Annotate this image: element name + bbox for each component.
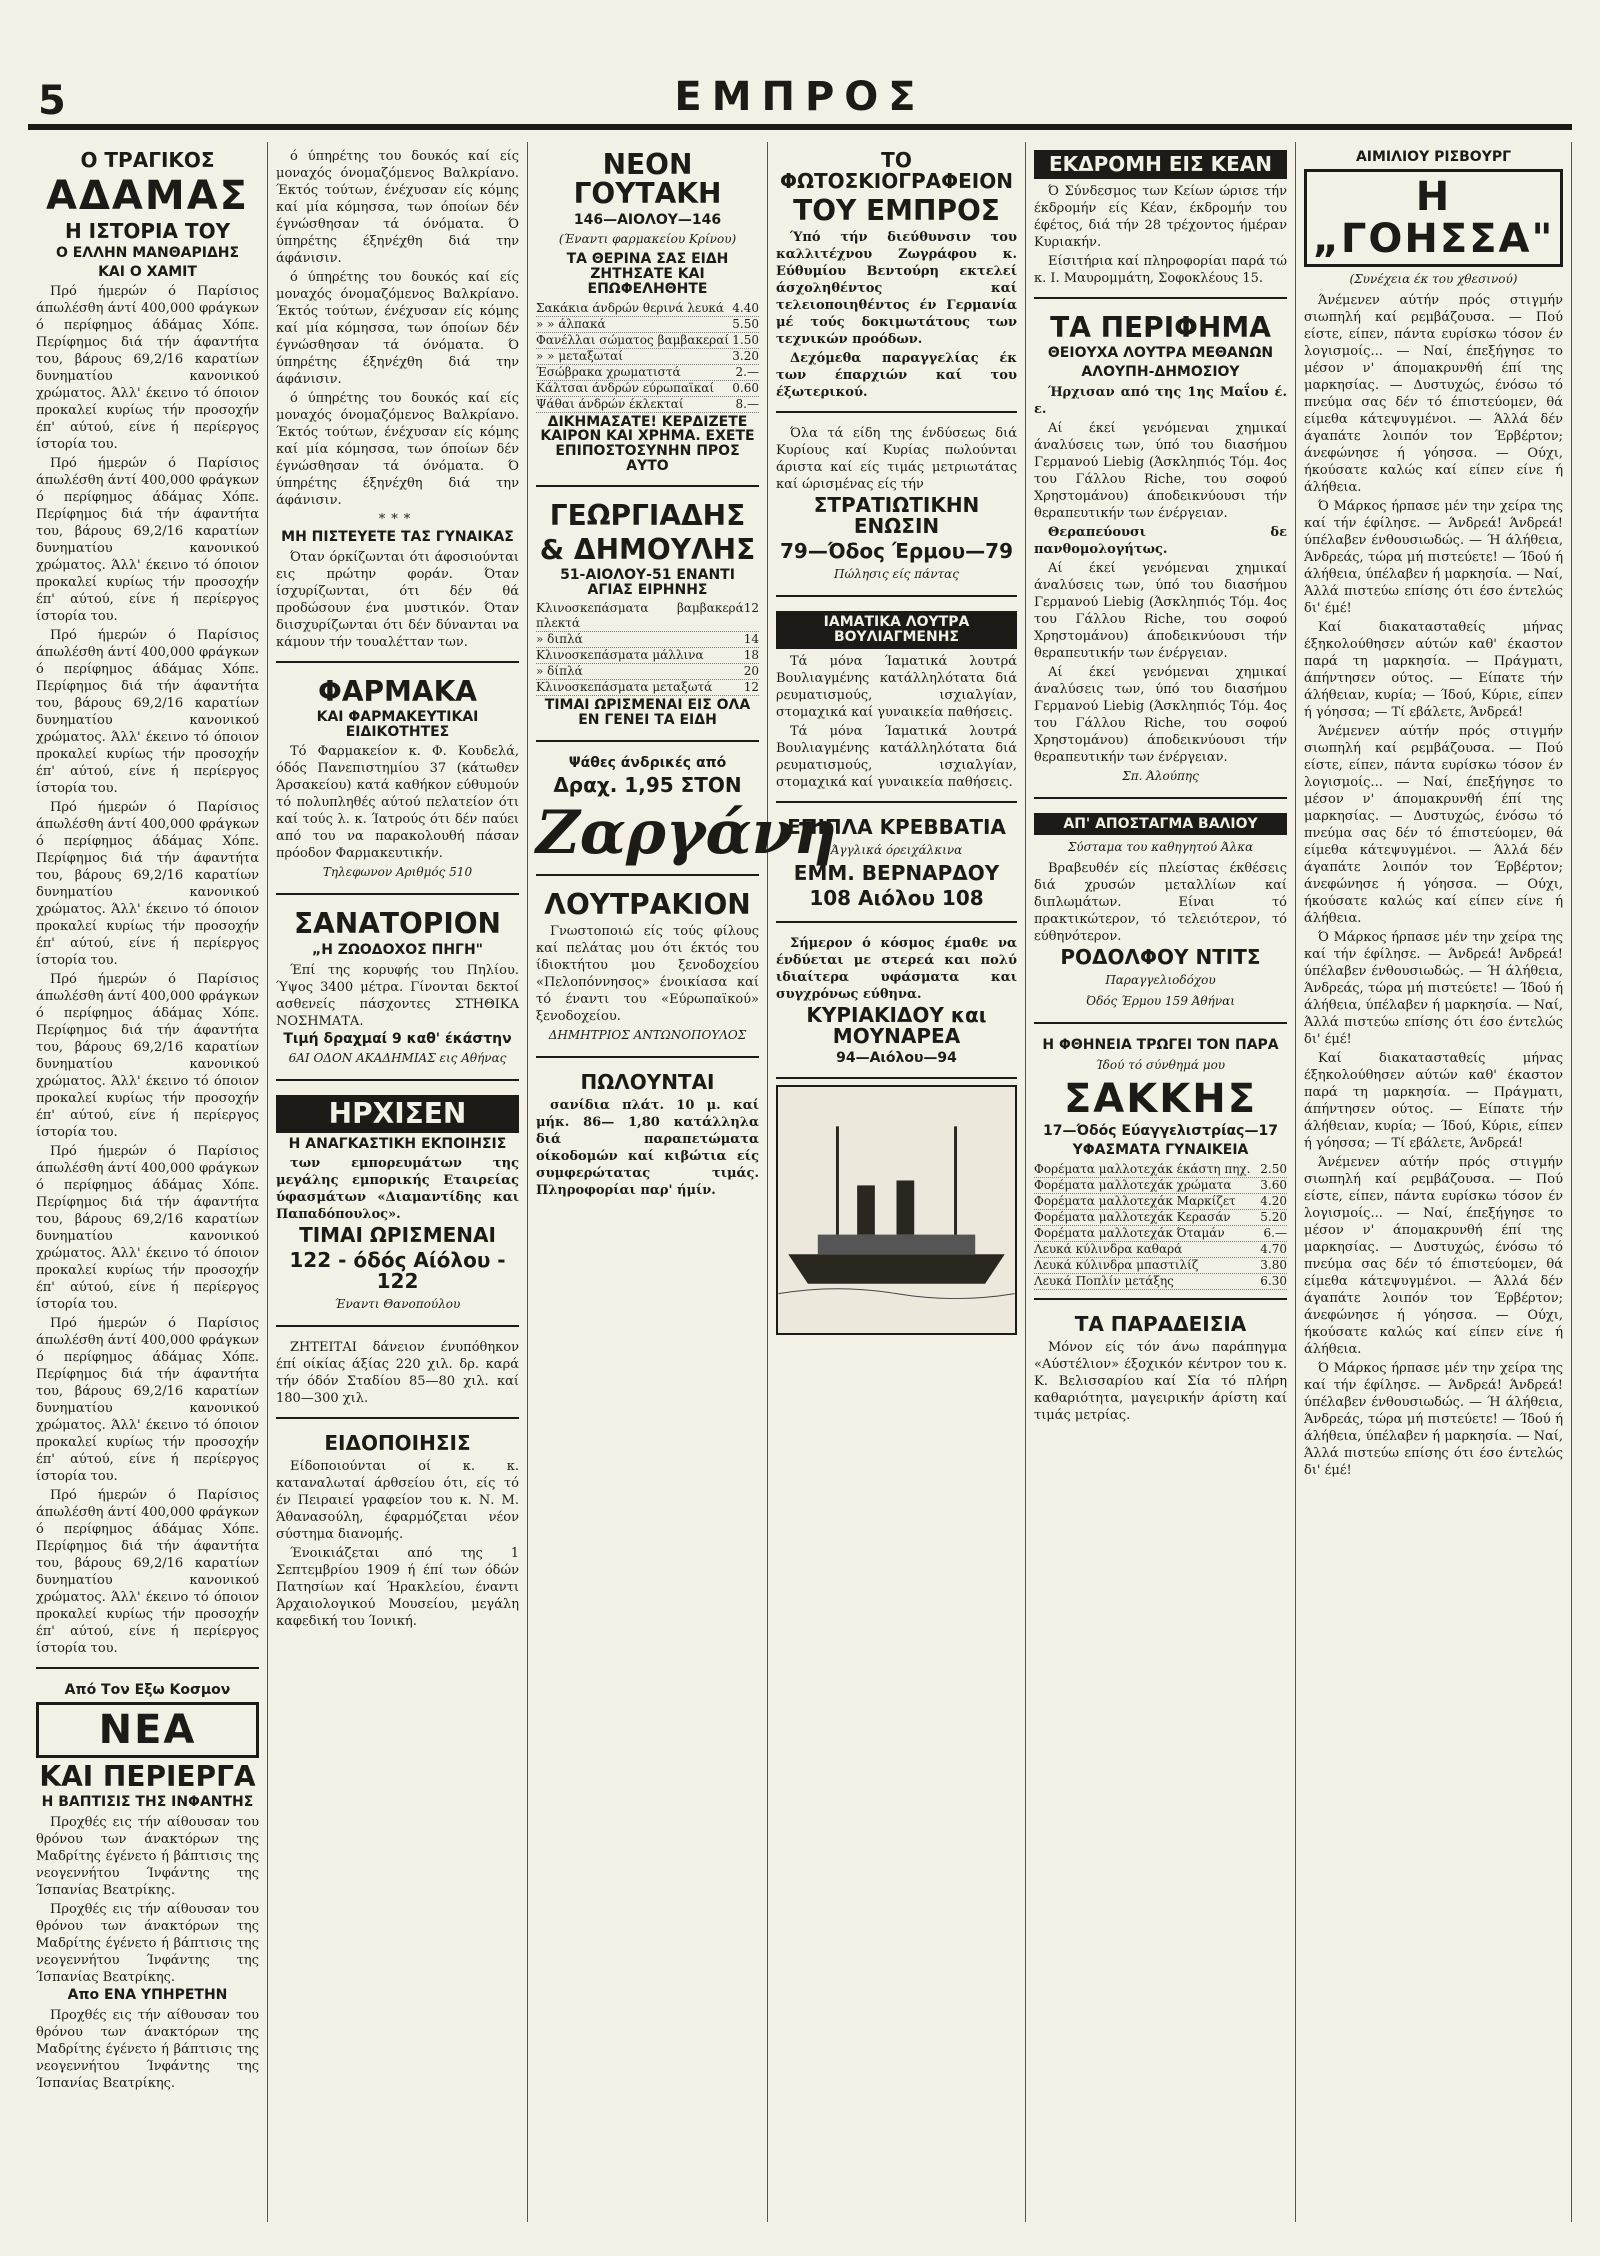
ship-illustration xyxy=(776,1085,1017,1335)
eucalyptus-title: ΑΠ' ΑΠΟΣΤΑΓΜΑ ΒΑΛΙΟΥ xyxy=(1034,813,1287,836)
baths-text: Τά μόνα Ίαματικά λουτρά Βουλιαγμένης κατάλληλότατα διά ρευματισμούς, ισχιαλγίαν, στομαχικά καί γυναικεία παθήσεις. xyxy=(776,653,1017,720)
wanted-text: ΖΗΤΕΙΤΑΙ δάνειον ένυπόθηκον έπί οίκίας άξίας 220 χιλ. δρ. καρά τήν όδόν Σταδίου 85—80 χιλ. καί 180—300 χιλ. xyxy=(276,1340,519,1407)
section-title: Από Τον Εξω Κοσμον xyxy=(64,1682,231,1699)
notices-title: ΕΙΔΟΠΟΙΗΣΙΣ xyxy=(324,1431,471,1456)
photo-title-2: ΤΟΥ ΕΜΠΡΟΣ xyxy=(793,194,1000,227)
price-row: » » άλπακά 5.50 xyxy=(536,316,759,331)
story-author: ΑΙΜΙΛΙΟΥ ΡΙΣΒΟΥΡΓ xyxy=(1355,149,1512,165)
serial-text: Πρό ήμερών ό Παρίσιος άπωλέσθη άντί 400,000 φράγκων ό περίφημος άδάμας Χόπε. Περίφημος διά τήν άφαντήτα του, βάρους 69,2/16 καρατίων δυνηματίου κανονικού χρώματος. Άλλ' έκεινο τό όποιον προκαλεί κυρίως τήν προσοχήν έπ' αύτού, είνε ή περίεργος ίστορία του. xyxy=(36,284,259,453)
serial-subtitle: Η ΙΣΤΟΡΙΑ ΤΟΥ xyxy=(64,219,231,243)
hats-text: Ψάθες άνδρικές από xyxy=(568,754,727,771)
military-union-ad xyxy=(776,419,1017,597)
auction-text: των εμπορευμάτων της μεγάλης εμπορικής Εταιρείας ύφασμάτων «Διαμαντίδης και Παπαδόπουλος». xyxy=(276,1156,519,1223)
shop-price-list xyxy=(536,601,759,696)
eucalyptus-sub: Σύσταμα του καθηγητού Άλκα xyxy=(1067,840,1254,855)
shop-title-2: & ΔΗΜΟΥΛΗΣ xyxy=(539,532,756,566)
sanatorium-title: ΣΑΝΑΤΟΡΙΟΝ xyxy=(294,907,501,941)
sanatorium-subtitle: „Η ΖΩΟΔΟΧΟΣ ΠΗΓΗ" xyxy=(312,941,483,958)
auction-ad xyxy=(276,1087,519,1327)
news-text-2: Προχθές εις τήν αίθουσαν του θρόνου των άνακτόρων της Μαδρίτης έγένετο ή βάπτισις της νεογεννήτου Ίνφάντης της Ίσπανίας Βεατρίκης. xyxy=(36,1902,259,1986)
price-row: » δίπλά 20 xyxy=(536,664,759,679)
serial-text-filler-2: Πρό ήμερών ό Παρίσιος άπωλέσθη άντί 400,000 φράγκων ό περίφημος άδάμας Χόπε. Περίφημος διά τήν άφαντήτα του, βάρους 69,2/16 καρατίων δυνηματίου κανονικού χρώματος. Άλλ' έκεινο τό όποιον προκαλεί κυρίως τήν προσοχήν έπ' αύτού, είνε ή περίεργος ίστορία του. xyxy=(36,628,259,797)
loutraki-text: Γνωστοποιώ είς τούς φίλους καί πελάτας μου ότι έκτός του ίδιοκτήτου μου ξενοδοχείου «Πελοπόννησος» ένοικίασα καί τό έναντι του «Εύρωπαϊκού» ξενοδοχείου. xyxy=(536,923,759,1024)
sakkis-address: 17—Όδός Εύαγγελιστρίας—17 xyxy=(1043,1123,1278,1140)
story-text-4: Άνέμενεν αύτήν πρός στιγμήν σιωπηλή καί ρεμβάζουσα. — Πού είστε, είπεν, πάντα ευρίσκω τόσον έν λογισμοίς... — Ναί, έπεξήγησε το μέσον ν' άπομακρυνθή έπί της μαρκησίας. — Δυστυχώς, ένόσω τό πνεύμα σας δέν τό έπιστεύομεν, θά είμεθα κάτεψυγμένοι. — Άλλά δέν άγαπάτε λοιπόν τον Έρβέρτον; άνεφώνησε ή γόησσα. — Ούχι, ήκούσατε καλώς καί είπεν είνε ή άλήθεια. xyxy=(1304,723,1563,926)
sakkis-tagline-2: Ίδού τό σύνθημά μου xyxy=(1095,1058,1226,1073)
pharmacy-text: Τό Φαρμακείον κ. Φ. Κουδελά, όδός Πανεπιστημίου 37 (κάτωθεν Άρσακείου) κατά καθήκον εύθυμούν τό πολυπληθές αύτού πελατείον ότι καί τούς λ. κ. Ίατρούς ότι δέν παύει από του να παρακολουθή πάσαν πρόοδον Φαρμακευτικήν. xyxy=(276,744,519,862)
news-text: Προχθές εις τήν αίθουσαν του θρόνου των άνακτόρων της Μαδρίτης έγένετο ή βάπτισις της νεογεννήτου Ίνφάντης της Ίσπανίας Βεατρίκης. xyxy=(36,1815,259,1899)
serial-byline: Ο ΕΛΛΗΝ ΜΑΝΘΑΡΙΔΗΣ xyxy=(55,245,240,261)
notices-text: Είδοποιούνται οί κ. κ. καταναλωταί άρθσείου ότι, είς τό έν Πειραιεί γραφείον του κ. Ν. Μ. Άθανασούλη, έφαρμόζεται νέον σύστημα διανομής. xyxy=(276,1459,519,1543)
sanatorium-ad xyxy=(276,901,519,1081)
serial-text-filler-3: Πρό ήμερών ό Παρίσιος άπωλέσθη άντί 400,000 φράγκων ό περίφημος άδάμας Χόπε. Περίφημος διά τήν άφαντήτα του, βάρους 69,2/16 καρατίων δυνηματίου κανονικού χρώματος. Άλλ' έκεινο τό όποιον προκαλεί κυρίως τήν προσοχήν έπ' αύτού, είνε ή περίεργος ίστορία του. xyxy=(36,800,259,969)
price-row: Φορέματα μαλλοτεχάκ έκάστη πηχ. 2.50 xyxy=(1034,1161,1287,1176)
price-row: Φορέματα μαλλοτεχάκ χρώματα 3.60 xyxy=(1034,1177,1287,1192)
zargani-ad xyxy=(536,748,837,876)
story-note: (Συνέχεια έκ του χθεσινού) xyxy=(1349,271,1518,286)
baths2-text-3: Αί έκεί γενόμεναι χημικαί άναλύσεις των, ύπό του διασήμου Γερμανού Liebig (Άσκληπιός Τόμ. 4ος του Γάλλου Riche, του σοφού Χρηστομάνου) άποδεικνύουσι τήν θεραπευτικήν των ένέργειαν. xyxy=(1034,664,1287,765)
price-row: Κάλτσαι άνδρών εύρωπαϊκαί 0.60 xyxy=(536,380,759,395)
auction-address: 122 - όδός Αίόλου - 122 xyxy=(289,1248,506,1294)
gold-text: Όλα τά είδη της ένδύσεως διά Κυρίους καί Κυρίας πωλούνται άριστα καί είς τιμάς μετριωτάτας καί ώρισμένας είς τήν xyxy=(776,426,1017,493)
trust-text: Όταν όρκίζωνται ότι άφοσιούνται εις πρώτην φοράν. Όταν ίσχυρίζωνται, ότι δέν θά προδώσουν ένα μυστικόν. Όταν διισχυρίζωνται ότι δέν δύνανται να κάμουν τήν τουαλέτταν των. xyxy=(276,549,519,650)
baths2-title: ΤΑ ΠΕΡΙΦΗΜΑ xyxy=(1050,311,1271,344)
fabric-ad xyxy=(776,929,1017,1080)
serial-byline-2: ΚΑΙ Ο ΧΑΜΙΤ xyxy=(98,263,197,280)
goutaki-address: 146—ΑΙΟΛΟΥ—146 xyxy=(573,211,722,228)
serial-story xyxy=(36,142,259,1669)
planks-sale-ad xyxy=(536,1064,759,1209)
story-title: Η „ΓΟΗΣΣΑ" xyxy=(1304,169,1563,267)
column-6 xyxy=(1296,142,1572,2222)
gold-shop-note: Πώλησις είς πάντας xyxy=(834,567,959,582)
price-row: Φανέλλαι σώματος βαμβακεραί 1.50 xyxy=(536,332,759,347)
price-row: Κλινοσκεπάσματα μάλλινα 18 xyxy=(536,648,759,663)
methana-baths-ad xyxy=(1034,305,1287,799)
kea-title: ΕΚΔΡΟΜΗ ΕΙΣ ΚΕΑΝ xyxy=(1034,150,1287,179)
loutraki-sign: ΔΗΜΗΤΡΙΟΣ ΑΝΤΩΝΟΠΟΥΛΟΣ xyxy=(548,1027,747,1042)
sakkis-section: ΥΦΑΣΜΑΤΑ ΓΥΝΑΙΚΕΙΑ xyxy=(1072,1141,1249,1158)
goutaki-price-list xyxy=(536,301,759,413)
zargani-logo: Ζαργάνη xyxy=(536,797,837,868)
vouliagmeni-baths-ad xyxy=(776,603,1017,802)
price-row: » διπλά 14 xyxy=(536,632,759,647)
price-row: Έσώβρακα χρωματιστά 2.— xyxy=(536,364,759,379)
auction-prices-label: ΤΙΜΑΙ ΩΡΙΣΜΕΝΑΙ xyxy=(299,1223,496,1248)
photo-note: Δεχόμεθα παραγγελίας έκ των έπαρχιών καί του έξωτερικού. xyxy=(776,351,1017,401)
auction-title: ΗΡΧΙΣΕΝ xyxy=(276,1095,519,1132)
sanatorium-text: Έπί της κορυφής του Πηλίου. Ύψος 3400 μέτρα. Γίνονται δεκτοί ασθενείς πάσχοντες ΣΤΗΘΙΚΑ ΝΟΣΗΜΑΤΑ. xyxy=(276,962,519,1029)
shop-title-1: ΓΕΩΡΓΙΑΔΗΣ xyxy=(549,499,746,533)
pharmacy-ad xyxy=(276,669,519,896)
newspaper-title: ΕΜΠΡΟΣ xyxy=(674,74,926,120)
divider-stars: *** xyxy=(378,512,417,527)
baths2-open: Ήρχισαν από της 1ης Μαΐου έ. ε. xyxy=(1034,384,1287,417)
pharmacy-subtitle: ΚΑΙ ΦΑΡΜΑΚΕΥΤΙΚΑΙ ΕΙΔΙΚΟΤΗΤΕΣ xyxy=(316,709,479,740)
baths2-text: Αί έκεί γενόμεναι χημικαί άναλύσεις των, ύπό του διασήμου Γερμανού Liebig (Άσκληπιός Τόμ. 4ος του Γάλλου Riche, του σοφού Χρηστομάνου) άποδεικνύουσι τήν θεραπευτικήν των ένέργειαν. xyxy=(1034,420,1287,521)
serial-text-filler-7: Πρό ήμερών ό Παρίσιος άπωλέσθη άντί 400,000 φράγκων ό περίφημος άδάμας Χόπε. Περίφημος διά τήν άφαντήτα του, βάρους 69,2/16 καρατίων δυνηματίου κανονικού χρώματος. Άλλ' έκεινο τό όποιον προκαλεί κυρίως τήν προσοχήν έπ' αύτού, είνε ή περίεργος ίστορία του. xyxy=(36,1488,259,1657)
baths2-subtitle: ΘΕΙΟΥΧΑ ΛΟΥΤΡΑ ΜΕΘΑΝΩΝ xyxy=(1047,345,1274,362)
beds-ad xyxy=(776,809,1017,923)
price-row: Φορέματα μαλλοτεχάκ Μαρκίζετ 4.20 xyxy=(1034,1193,1287,1208)
georgiadis-ad xyxy=(536,493,759,742)
auction-subtitle: Η ΑΝΑΓΚΑΣΤΙΚΗ ΕΚΠΟΙΗΣΙΣ xyxy=(288,1135,507,1152)
gold-shop: ΣΤΡΑΤΙΩΤΙΚΗΝ ΕΝΩΣΙΝ xyxy=(813,493,980,539)
sakkis-price-list xyxy=(1034,1162,1287,1290)
eucalyptus-shop: ΡΟΔΟΛΦΟΥ ΝΤΙΤΣ xyxy=(1060,945,1261,970)
price-row: Κλινοσκεπάσματα μεταξωτά 12 xyxy=(536,680,759,695)
notices xyxy=(276,1425,519,1640)
kea-excursion xyxy=(1034,142,1287,299)
baths2-owner: ΑΛΟΥΠΗ-ΔΗΜΟΣΙΟΥ xyxy=(1081,364,1240,381)
photo-title-1: ΤΟ ΦΩΤΟΣΚΙΟΓΡΑΦΕΙΟΝ xyxy=(780,148,1013,193)
sale-text: σανίδια πλάτ. 10 μ. καί μήκ. 86— 1,80 κατάλληλα διά παραπετώματα οίκοδομών καί κιβώτια είς συμφερώτατας τιμάς. Πληροφορίαι παρ' ήμίν. xyxy=(536,1097,759,1198)
page-number: 5 xyxy=(38,78,66,124)
beds-note: Άγγλικά όρειχάλκινα xyxy=(830,842,963,857)
price-row: Σακάκια άνδρών θερινά λευκά 4.40 xyxy=(536,300,759,315)
baths-title: ΙΑΜΑΤΙΚΑ ΛΟΥΤΡΑ ΒΟΥΛΙΑΓΜΕΝΗΣ xyxy=(776,611,1017,648)
trust-heading: ΜΗ ΠΙΣΤΕΥΕΤΕ ΤΑΣ ΓΥΝΑΙΚΑΣ xyxy=(281,529,514,545)
serial-title-2: ΑΔΑΜΑΣ xyxy=(46,173,249,219)
column-3 xyxy=(528,142,837,2222)
pharmacy-title: ΦΑΡΜΑΚΑ xyxy=(318,674,477,708)
beds-title: ΕΠΙΠΛΑ ΚΡΕΒΒΑΤΙΑ xyxy=(787,814,1006,839)
baths2-cure: Θεραπεύουσι δε πανθομολογήτως. xyxy=(1034,524,1287,557)
price-row: » » μεταξωταί 3.20 xyxy=(536,348,759,363)
price-row: Φορέματα μαλλοτεχάκ Κερασάν 5.20 xyxy=(1034,1209,1287,1224)
paradise-text: Μόνον είς τόν άνω παράπηγμα «Αύστέλιον» έξοχικόν κέντρον του κ. Κ. Βελισσαρίου καί Σία τό πλήρη καθαριότητα, μαγειρικήν άρίστη καί τιμάς μετρίας. xyxy=(1034,1339,1287,1423)
price-row: Ψάθαι άνδρών έκλεκταί 8.— xyxy=(536,396,759,411)
exhibition-text: Ένοικιάζεται από της 1 Σεπτεμβρίου 1909 ή έπί των όδών Πατησίων καί Ήρακλείου, έναντι Άρχαιολογικού Μουσείου, μεγάλη καφεδική του Ίονική. xyxy=(276,1546,519,1630)
sanatorium-daily: Τιμή δραχμαί 9 καθ' έκάστην xyxy=(283,1030,512,1047)
intro-text-3: ό ύπηρέτης του δουκός καί είς μοναχός όνομαζόμενος Βαλκρίανο. Έκτός τούτων, ένέχυσαν είς κόμης καί μία κόμησσα, των όποίων δέν έγνώσθησαν τά όνόματα. Ό ύπηρέτης έξηνέχθη διά την άφάνισιν. xyxy=(276,391,519,508)
baths-text-2: Τά μόνα Ίαματικά λουτρά Βουλιαγμένης κατάλληλότατα διά ρευματισμούς, ισχιαλγίαν, στομαχικά καί γυναικεία παθήσεις. xyxy=(776,723,1017,790)
sakkis-ad xyxy=(1034,1030,1287,1299)
ship-text: Σήμερον ό κόσμος έμαθε να ένδύεται με στερεά και πολύ ιδιαίτερα υφάσματα και συγχρόνως εύθηνα. xyxy=(776,935,1017,1002)
ship-store: ΚΥΡΙΑΚΙΔΟΥ και ΜΟΥΝΑΡΕΑ xyxy=(806,1002,987,1048)
price-row: Κλινοσκεπάσματα βαμβακερά πλεκτά 12 xyxy=(536,601,759,631)
eucalyptus-ad xyxy=(1034,805,1287,1025)
servant-heading: Απο ΕΝΑ ΥΠΗΡΕΤΗΝ xyxy=(67,1987,228,2004)
goutaki-ad xyxy=(536,142,759,487)
sale-title: ΠΩΛΟΥΝΤΑΙ xyxy=(580,1069,715,1094)
paradise-title: ΤΑ ΠΑΡΑΔΕΙΣΙΑ xyxy=(1074,1311,1247,1336)
story-text: Άνέμενεν αύτήν πρός στιγμήν σιωπηλή καί ρεμβάζουσα. — Πού είστε, είπεν, πάντα ευρίσκω τόσον έν λογισμοίς... — Ναί, έπεξήγησε το μέσον ν' άπομακρυνθή έπί της μαρκησίας. — Δυστυχώς, ένόσω τό πνεύμα σας δέν τό έπιστεύομεν, θά είμεθα κάτεψυγμένοι. — Άλλά δέν άγαπάτε λοιπόν τον Έρβέρτον; άνεφώνησε ή γόησσα. — Ούχι, ήκούσατε καλώς καί είπεν είνε ή άλήθεια. xyxy=(1304,292,1563,495)
price-row: Λευκά Ποπλίν μετάξης 6.30 xyxy=(1034,1273,1287,1288)
wanted-ad xyxy=(276,1333,519,1419)
baths2-text-2: Αί έκεί γενόμεναι χημικαί άναλύσεις των, ύπό του διασήμου Γερμανού Liebig (Άσκληπιός Τόμ. 4ος του Γάλλου Riche, του σοφού Χρηστομάνου) άποδεικνύουσι τήν θεραπευτικήν των ένέργειαν. xyxy=(1034,560,1287,661)
column-4 xyxy=(768,142,1026,2222)
serial-text-filler-4: Πρό ήμερών ό Παρίσιος άπωλέσθη άντί 400,000 φράγκων ό περίφημος άδάμας Χόπε. Περίφημος διά τήν άφαντήτα του, βάρους 69,2/16 καρατίων δυνηματίου κανονικού χρώματος. Άλλ' έκεινο τό όποιον προκαλεί κυρίως τήν προσοχήν έπ' αύτού, είνε ή περίεργος ίστορία του. xyxy=(36,972,259,1141)
loutraki-ad xyxy=(536,882,759,1058)
ship-store-address: 94—Αιόλου—94 xyxy=(836,1049,957,1066)
story-text-7: Άνέμενεν αύτήν πρός στιγμήν σιωπηλή καί ρεμβάζουσα. — Πού είστε, είπεν, πάντα ευρίσκω τόσον έν λογισμοίς... — Ναί, έπεξήγησε το μέσον ν' άπομακρυνθή έπί της μαρκησίας. — Δυστυχώς, ένόσω τό πνεύμα σας δέν τό έπιστεύομεν, θά είμεθα κάτεψυγμένοι. — Άλλά δέν άγαπάτε λοιπόν τον Έρβέρτον; άνεφώνησε ή γόησσα. — Ούχι, ήκούσατε καλώς καί είπεν είνε ή άλήθεια. xyxy=(1304,1154,1563,1357)
shop-footer: ΤΙΜΑΙ ΩΡΙΣΜΕΝΑΙ ΕΙΣ ΟΛΑ ΕΝ ΓΕΝΕΙ ΤΑ ΕΙΔΗ xyxy=(544,697,751,729)
gold-shop-address: 79—Όδος Έρμου—79 xyxy=(780,539,1013,564)
serial-text-filler-6: Πρό ήμερών ό Παρίσιος άπωλέσθη άντί 400,000 φράγκων ό περίφημος άδάμας Χόπε. Περίφημος διά τήν άφαντήτα του, βάρους 69,2/16 καρατίων δυνηματίου κανονικού χρώματος. Άλλ' έκεινο τό όποιον προκαλεί κυρίως τήν προσοχήν έπ' αύτού, είνε ή περίεργος ίστορία του. xyxy=(36,1316,259,1485)
pharmacy-phone: Τηλεφωνον Αριθμός 510 xyxy=(322,865,473,880)
photo-studio-ad xyxy=(776,142,1017,413)
loutraki-title: ΛΟΥΤΡΑΚΙΟΝ xyxy=(544,887,751,921)
hats-price: Δραχ. 1,95 ΣΤΟΝ xyxy=(553,772,742,797)
serial-text-filler-5: Πρό ήμερών ό Παρίσιος άπωλέσθη άντί 400,000 φράγκων ό περίφημος άδάμας Χόπε. Περίφημος διά τήν άφαντήτα του, βάρους 69,2/16 καρατίων δυνηματίου κανονικού χρώματος. Άλλ' έκεινο τό όποιον προκαλεί κυρίως τήν προσοχήν έπ' αύτού, είνε ή περίεργος ίστορία του. xyxy=(36,1144,259,1313)
beds-shop: ΕΜΜ. ΒΕΡΝΑΡΔΟΥ xyxy=(793,860,1000,885)
beds-address: 108 Αιόλου 108 xyxy=(809,885,984,910)
baths2-sign: Σπ. Άλούπης xyxy=(1122,768,1199,783)
serial-text-filler: Πρό ήμερών ό Παρίσιος άπωλέσθη άντί 400,000 φράγκων ό περίφημος άδάμας Χόπε. Περίφημος διά τήν άφαντήτα του, βάρους 69,2/16 καρατίων δυνηματίου κανονικού χρώματος. Άλλ' έκεινο τό όποιον προκαλεί κυρίως τήν προσοχήν έπ' αύτού, είνε ή περίεργος ίστορία του. xyxy=(36,456,259,625)
news-heading: Η ΒΑΠΤΙΣΙΣ ΤΗΣ ΙΝΦΑΝΤΗΣ xyxy=(41,1794,254,1811)
shop-address: 51-ΑΙΟΛΟΥ-51 ΕΝΑΝΤΙ ΑΓΙΑΣ ΕΙΡΗΝΗΣ xyxy=(560,567,735,598)
paradise-ad xyxy=(1034,1306,1287,1434)
intro-text-2: ό ύπηρέτης του δουκός καί είς μοναχός όνομαζόμενος Βαλκρίανο. Έκτός τούτων, ένέχυσαν είς κόμης καί μία κόμησσα, των όποίων δέν έγνώσθησαν τά όνόματα. Ό ύπηρέτης έξηνέχθη διά την άφάνισιν. xyxy=(276,270,519,387)
column-1 xyxy=(28,142,268,2222)
news-title-1: ΝΕΑ xyxy=(36,1702,259,1758)
sakkis-tagline: Η ΦΘΗΝΕΙΑ ΤΡΩΓΕΙ ΤΟΝ ΠΑΡΑ xyxy=(1042,1037,1279,1054)
intro-continued xyxy=(276,142,519,663)
auction-address-note: Έναντι Θανοπούλου xyxy=(334,1297,461,1312)
story-text-2: Ό Μάρκος ήρπασε μέν την χείρα της καί τήν έφίλησε. — Άνδρεά! Άνδρεά! ύπέλαβεν ένθουσιωδώς. — Ή άλήθεια, Άνδρεάς, τώρα μή πιστεύετε! — Ίδού ή άλήθεια, ύπέλαβεν ή μαρκησία. — Ναί, Άλλά πιστεύω επίσης ότι έσο έντελώς δι' έμέ! xyxy=(1304,498,1563,616)
story-text-3: Καί διακατασταθείς μήνας έξηκολούθησεν αύτών καθ' έκαστον παρά τη μαρκησία. — Πράγματι, άπήντησεν ούτος. — Είπατε τήν άλήθειαν, κυρία; — Ίδού, Κύριε, είπεν ή γόησσα; — Τί εβάλετε, Άνδρεά! xyxy=(1304,619,1563,720)
serial-novel xyxy=(1304,142,1563,1489)
story-text-8: Ό Μάρκος ήρπασε μέν την χείρα της καί τήν έφίλησε. — Άνδρεά! Άνδρεά! ύπέλαβεν ένθουσιωδώς. — Ή άλήθεια, Άνδρεάς, τώρα μή πιστεύετε! — Ίδού ή άλήθεια, ύπέλαβεν ή μαρκησία. — Ναί, Άλλά πιστεύω επίσης ότι έσο έντελώς δι' έμέ! xyxy=(1304,1360,1563,1478)
kea-text: Ό Σύνδεσμος των Κείων ώρισε τήν έκδρομήν είς Κέαν, έκδρομήν του έφέτος, διά τήν 28 τρέχοντος ήμέραν Κυριακήν. xyxy=(1034,184,1287,250)
goutaki-title: ΝΕΟΝ ΓΟΥΤΑΚΗ xyxy=(573,148,722,211)
eucalyptus-text: Βραβευθέν είς πλείστας έκθέσεις διά χρυσών μεταλλίων καί διπλωμάτων. Είναι τό πρακτικώτερον, τό τελειότερον, τό εύθηνότερον. xyxy=(1034,861,1287,945)
story-text-6: Καί διακατασταθείς μήνας έξηκολούθησεν αύτών καθ' έκαστον παρά τη μαρκησία. — Πράγματι, άπήντησεν ούτος. — Είπατε τήν άλήθειαν, κυρία; — Ίδού, Κύριε, είπεν ή γόησσα; — Τί εβάλετε, Άνδρεά! xyxy=(1304,1050,1563,1151)
eucalyptus-address: Όδός Έρμου 159 Άθήναι xyxy=(1086,994,1235,1009)
kea-info: Είσιτήρια καί πληροφορίαι παρά τώ κ. Ι. Μαυρομμάτη, Σοφοκλέους 15. xyxy=(1034,254,1287,286)
sanatorium-address: 6ΑΙ ΟΔΟΝ ΑΚΑΔΗΜΙΑΣ εις Αθήνας xyxy=(288,1051,507,1066)
goutaki-footer: ΔΙΚΗΜΑΣΑΤΕ! ΚΕΡΔΙΖΕΤΕ ΚΑΙΡΟΝ ΚΑΙ ΧΡΗΜΑ. ΕΧΕΤΕ ΕΠΙΠΟΣΤΟΣΥΝΗΝ ΠΡΟΣ ΑΥΤΟ xyxy=(540,413,755,474)
price-row: Λευκά κύλινδρα μπαστιλίζ 3.80 xyxy=(1034,1257,1287,1272)
steamship-icon xyxy=(778,1087,1015,1333)
column-2 xyxy=(268,142,528,2222)
price-row: Λευκά κύλινδρα καθαρά 4.70 xyxy=(1034,1241,1287,1256)
sakkis-title: ΣΑΚΚΗΣ xyxy=(1063,1076,1258,1123)
intro-text: ό ύπηρέτης του δουκός καί είς μοναχός όνομαζόμενος Βαλκρίανο. Έκτός τούτων, ένέχυσαν είς κόμης καί μία κόμησσα, των όποίων δέν έγνώσθησαν τά όνόματα. Ό ύπηρέτης έξηνέχθη διά την άφάνισιν. xyxy=(276,149,519,266)
news-section xyxy=(36,1675,259,2101)
goutaki-tagline: ΤΑ ΘΕΡΙΝΑ ΣΑΣ ΕΙΔΗ ΖΗΤΗΣΑΤΕ ΚΑΙ ΕΠΩΦΕΛΗΘΗΤΕ xyxy=(566,251,729,297)
story-text-5: Ό Μάρκος ήρπασε μέν την χείρα της καί τήν έφίλησε. — Άνδρεά! Άνδρεά! ύπέλαβεν ένθουσιωδώς. — Ή άλήθεια, Άνδρεάς, τώρα μή πιστεύετε! — Ίδού ή άλήθεια, ύπέλαβεν ή μαρκησία. — Ναί, Άλλά πιστεύω επίσης ότι έσο έντελώς δι' έμέ! xyxy=(1304,929,1563,1047)
serial-title-1: Ο ΤΡΑΓΙΚΟΣ xyxy=(80,148,215,172)
price-row: Φορέματα μαλλοτεχάκ Όταμάν 6.— xyxy=(1034,1225,1287,1240)
eucalyptus-shop-note: Παραγγελιοδόχου xyxy=(1105,973,1216,988)
servant-text: Προχθές εις τήν αίθουσαν του θρόνου των άνακτόρων της Μαδρίτης έγένετο ή βάπτισις της νεογεννήτου Ίνφάντης της Ίσπανίας Βεατρίκης. xyxy=(36,2007,259,2091)
masthead xyxy=(28,60,1572,130)
news-title-2: ΚΑΙ ΠΕΡΙΕΡΓΑ xyxy=(39,1760,256,1794)
goutaki-address-note: (Έναντι φαρμακείου Κρίνου) xyxy=(558,232,737,247)
column-5 xyxy=(1026,142,1296,2222)
photo-text: Ύπό τήν διεύθυνσιν του καλλιτέχνου Ζωγράφου κ. Εύθυμίου Βεντούρη εκτελεί άσχοληθέντος καί τελειοποιηθέντος έν Γερμανία μέ τούς δοκιμωτάτους των τεχνικών προόδων. xyxy=(776,230,1017,348)
